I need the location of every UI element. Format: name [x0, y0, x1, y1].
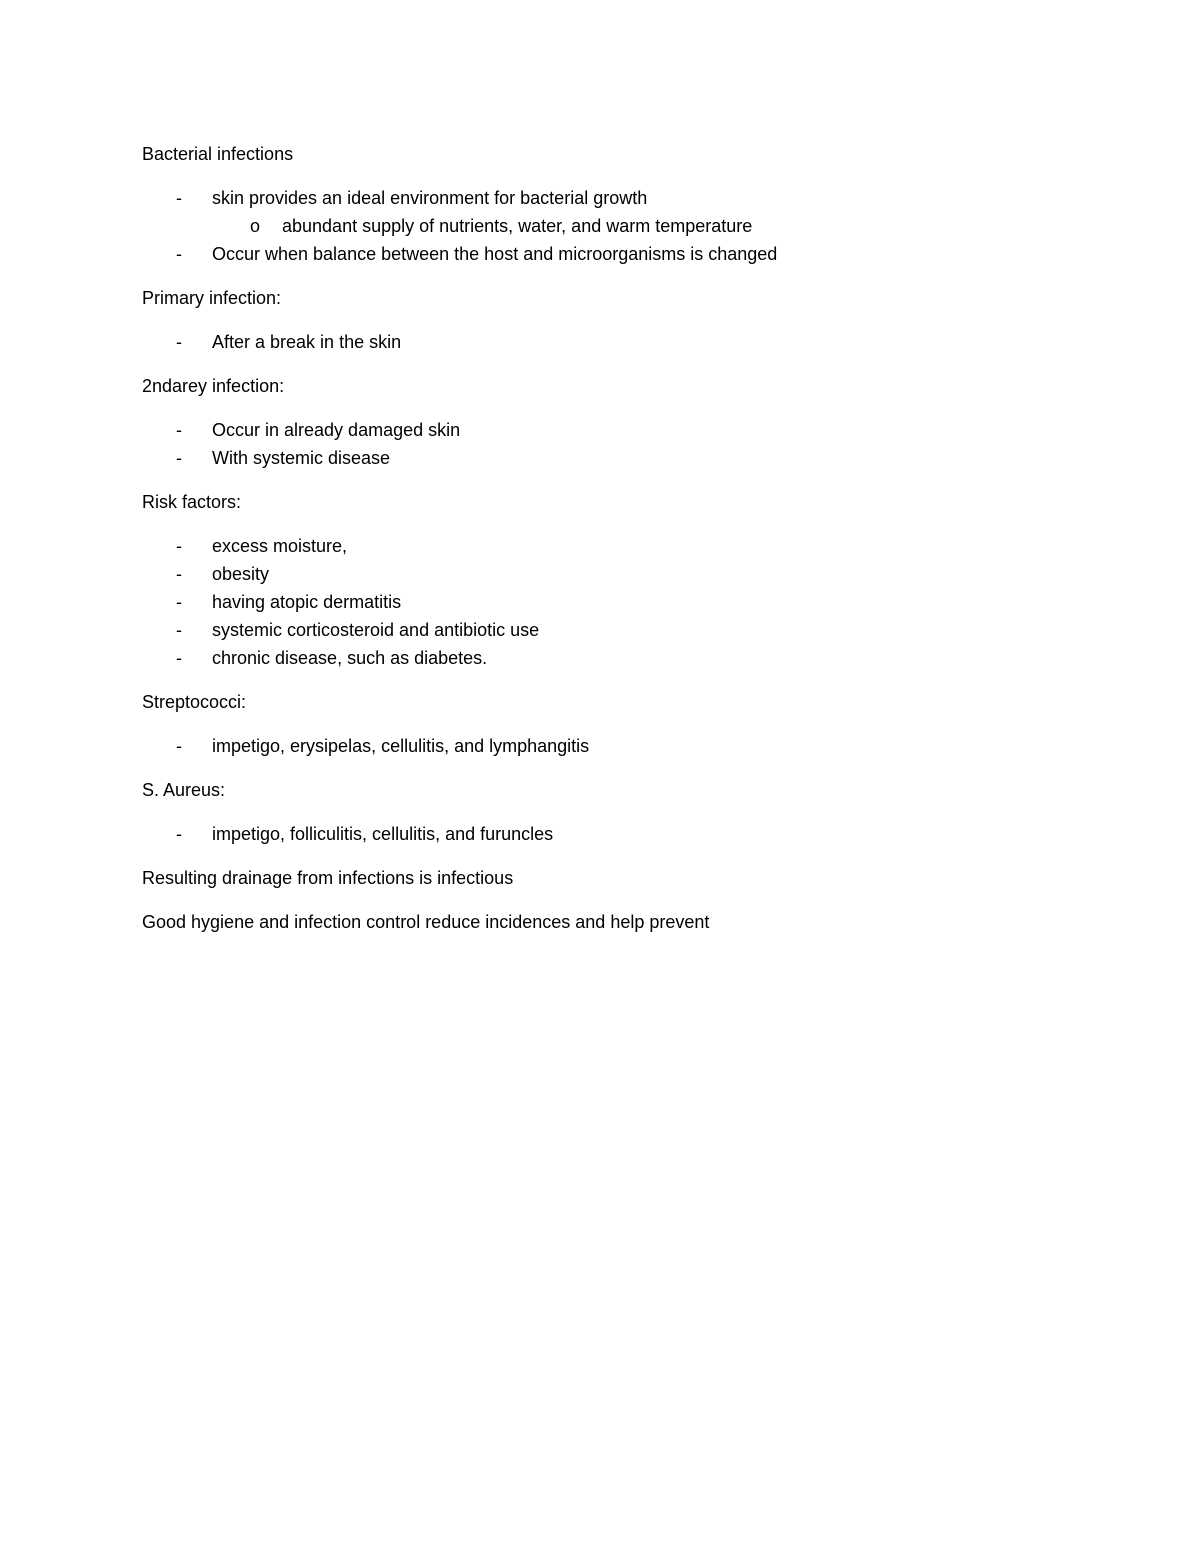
list-item	[142, 820, 1042, 848]
spacer	[142, 400, 1042, 416]
section-heading: Bacterial infections	[142, 144, 294, 164]
dash-bullet-marker: -	[176, 420, 182, 440]
list-item	[142, 644, 1042, 672]
list-item-text: impetigo, erysipelas, cellulitis, and lymphangitis	[212, 736, 590, 756]
list-item-text: Occur in already damaged skin	[212, 420, 461, 440]
dash-bullet-marker: -	[176, 824, 182, 844]
spacer	[142, 168, 1042, 184]
spacer	[142, 892, 1042, 908]
bullet-list	[142, 732, 1042, 760]
list-item-text: excess moisture,	[212, 536, 348, 556]
dash-bullet-marker: -	[176, 648, 182, 668]
dash-bullet-marker: -	[176, 736, 182, 756]
bullet-list	[142, 184, 1042, 268]
spacer	[142, 312, 1042, 328]
dash-bullet-marker: -	[176, 448, 182, 468]
list-item	[142, 328, 1042, 356]
bullet-list	[142, 532, 1042, 672]
section-heading: Resulting drainage from infections is infectious	[142, 868, 514, 888]
spacer	[142, 716, 1042, 732]
bullet-list	[142, 328, 1042, 356]
list-item	[142, 532, 1042, 560]
list-item	[142, 184, 1042, 212]
sub-list-item	[142, 212, 1042, 240]
section-heading: Risk factors:	[142, 492, 242, 512]
list-item-text: impetigo, folliculitis, cellulitis, and furuncles	[212, 824, 554, 844]
list-item-text: skin provides an ideal environment for bacterial growth	[212, 188, 648, 208]
spacer	[142, 472, 1042, 488]
dash-bullet-marker: -	[176, 188, 182, 208]
document-body	[142, 140, 1042, 952]
list-item	[142, 444, 1042, 472]
list-item-text: having atopic dermatitis	[212, 592, 402, 612]
section-heading: S. Aureus:	[142, 780, 226, 800]
dash-bullet-marker: -	[176, 564, 182, 584]
list-item	[142, 588, 1042, 616]
list-item-text: systemic corticosteroid and antibiotic use	[212, 620, 540, 640]
spacer	[142, 356, 1042, 372]
dash-bullet-marker: -	[176, 620, 182, 640]
bullet-list	[142, 416, 1042, 472]
section-heading: 2ndarey infection:	[142, 376, 285, 396]
dash-bullet-marker: -	[176, 536, 182, 556]
list-item-text: obesity	[212, 564, 270, 584]
dash-bullet-marker: -	[176, 244, 182, 264]
section-heading: Good hygiene and infection control reduce incidences and help prevent	[142, 912, 710, 932]
spacer	[142, 268, 1042, 284]
section-heading: Streptococci:	[142, 692, 247, 712]
list-item	[142, 732, 1042, 760]
list-item-text: With systemic disease	[212, 448, 391, 468]
spacer	[142, 672, 1042, 688]
dash-bullet-marker: -	[176, 332, 182, 352]
bullet-list	[142, 820, 1042, 848]
list-item-text: Occur when balance between the host and microorganisms is changed	[212, 244, 778, 264]
circle-bullet-marker: o	[250, 216, 261, 236]
list-item-text: After a break in the skin	[212, 332, 402, 352]
list-item	[142, 240, 1042, 268]
spacer	[142, 804, 1042, 820]
spacer	[142, 516, 1042, 532]
dash-bullet-marker: -	[176, 592, 182, 612]
list-item	[142, 560, 1042, 588]
list-item-text: chronic disease, such as diabetes.	[212, 648, 488, 668]
spacer	[142, 760, 1042, 776]
list-item	[142, 416, 1042, 444]
list-item	[142, 616, 1042, 644]
spacer	[142, 936, 1042, 952]
section-heading: Primary infection:	[142, 288, 282, 308]
list-item-text: abundant supply of nutrients, water, and warm temperature	[282, 216, 753, 236]
spacer	[142, 848, 1042, 864]
